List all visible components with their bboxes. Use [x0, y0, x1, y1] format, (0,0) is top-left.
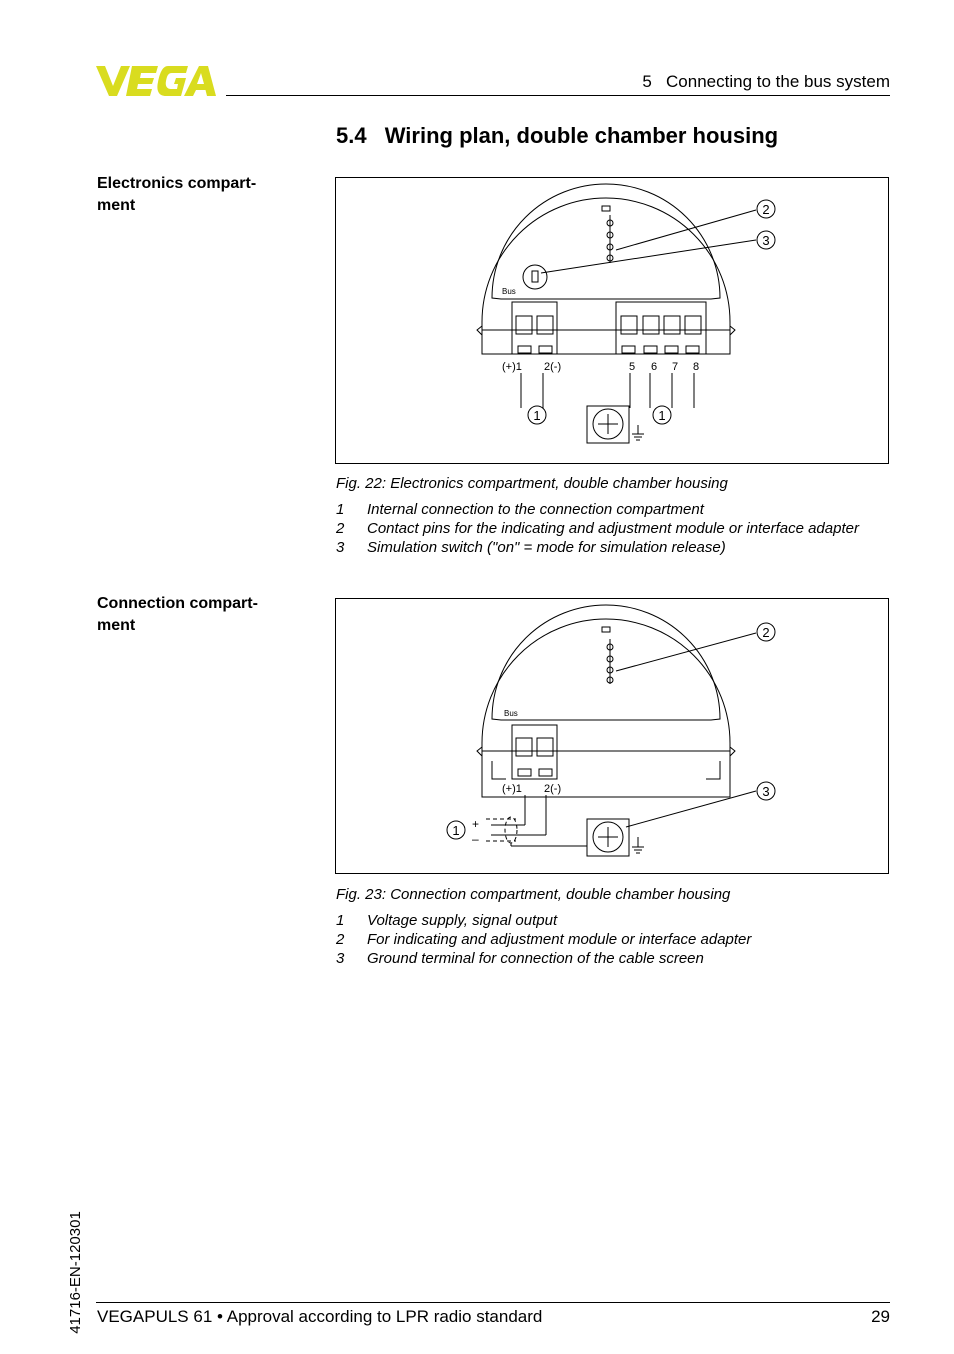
figure-22-legend [336, 500, 859, 557]
callout-1-left: 1 [533, 408, 541, 423]
legend-item: 3 Ground terminal for connection of the cable screen [336, 950, 704, 967]
connection-side-heading: Connection compart- ment [97, 595, 258, 634]
figure-23-caption: Fig. 23: Connection compartment, double chamber housing [336, 886, 731, 903]
housing-outline [482, 198, 730, 354]
electronics-wiring-diagram [336, 178, 888, 463]
legend-item: 1 Internal connection to the connection compartment [336, 501, 704, 518]
section-title-text: Wiring plan, double chamber housing [384, 123, 779, 148]
section-title [336, 123, 778, 149]
callout-1-right: 1 [658, 408, 666, 423]
terminal-label: 2(-) [544, 361, 562, 373]
legend-item: 2 Contact pins for the indicating and adjustment module or interface adapter [336, 520, 859, 537]
running-header: 5 Connecting to the bus system [642, 72, 890, 91]
legend-item: 2 For indicating and adjustment module or interface adapter [336, 931, 752, 948]
document-code: 41716-EN-120301 [66, 1211, 84, 1334]
terminal-label: (+)1 [502, 361, 522, 373]
simulation-switch [523, 265, 547, 289]
legend-item: 3 Simulation switch ("on" = mode for simulation release) [336, 539, 726, 556]
terminal-label: 6 [651, 361, 658, 373]
terminal-label: 2(-) [544, 783, 562, 795]
terminal-label: 7 [672, 361, 679, 373]
terminal-label: 8 [693, 361, 700, 373]
polarity-minus: – [472, 832, 479, 846]
vega-logo [96, 64, 220, 98]
display-area [492, 184, 720, 299]
bus-label: Bus [504, 709, 518, 718]
footer-rule [96, 1302, 890, 1303]
footer-title: VEGAPULS 61 • Approval according to LPR radio standard [97, 1307, 543, 1326]
connection-figure [335, 598, 889, 874]
legend-item: 1 Voltage supply, signal output [336, 912, 558, 929]
figure-22-caption: Fig. 22: Electronics compartment, double chamber housing [336, 475, 728, 492]
callout-2: 2 [762, 202, 770, 217]
figure-23-legend [336, 911, 751, 968]
callout-3: 3 [762, 233, 770, 248]
terminal-label: (+)1 [502, 783, 522, 795]
callout-3: 3 [762, 784, 770, 799]
connection-wiring-diagram [336, 599, 888, 873]
electronics-side-heading: Electronics compart- ment [97, 175, 257, 214]
electronics-figure [335, 177, 889, 464]
terminal-label: 5 [629, 361, 636, 373]
bus-label: Bus [502, 287, 516, 296]
section-number: 5.4 [336, 123, 367, 148]
page-number: 29 [871, 1307, 890, 1326]
callout-1: 1 [452, 823, 460, 838]
polarity-plus: + [472, 817, 480, 831]
callout-2: 2 [762, 625, 770, 640]
header-rule [226, 95, 890, 96]
